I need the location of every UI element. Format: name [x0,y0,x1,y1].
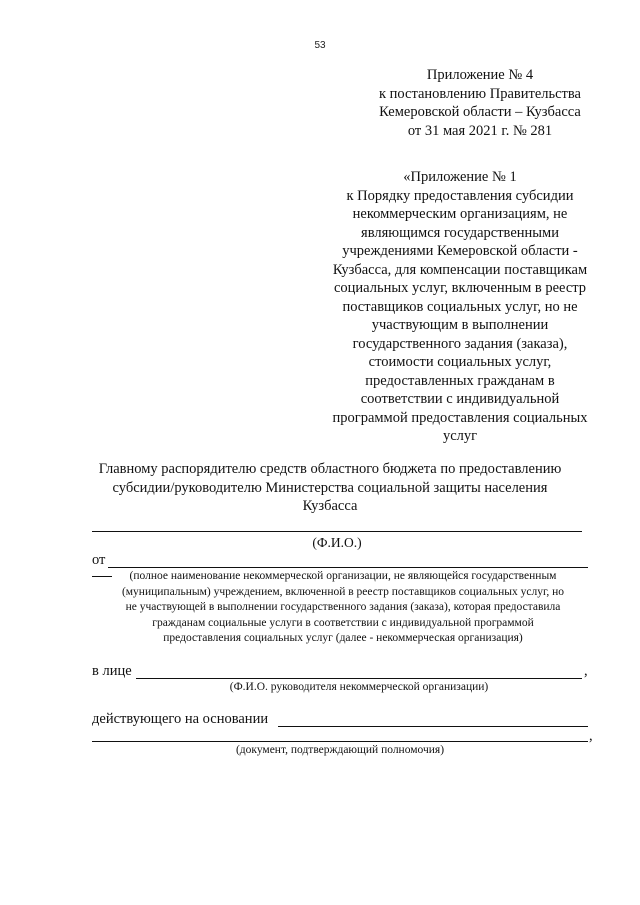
fio-input-line[interactable] [92,531,582,532]
addressee-line: Главному распорядителю средств областного бюджета по предоставлению [98,461,562,477]
organization-caption-line: предоставления социальных услуг (далее - некоммерческая организация) [163,632,523,644]
appendix-1-line: соответствии с индивидуальной [360,391,560,407]
appendix-1-header [310,168,610,446]
basis-comma: , [589,728,593,744]
addressee-line: субсидии/руководителю Министерства социальной защиты населения [112,479,548,496]
appendix-1-line: к Порядку предоставления субсидии [346,187,574,204]
organization-caption-line: гражданам социальные услуги в соответствии с индивидуальной программой [152,616,534,629]
organization-input-line[interactable] [108,567,588,568]
organization-caption [88,569,598,647]
organization-caption-line: (муниципальным) учреждением, включенной в реестр поставщиков социальных услуг, но [121,585,565,598]
page-number: 53 [314,40,326,51]
fio-caption: (Ф.И.О.) [312,535,362,550]
appendix-4-header [330,66,630,140]
appendix-1-line: участвующим в выполнении [371,317,549,333]
basis-document-input-line[interactable] [92,741,588,742]
appendix-4-line: Кемеровской области – Кузбасса [379,104,581,120]
appendix-1-line: некоммерческим организациям, не [352,206,568,222]
organization-caption-line: не участвующей в выполнении государственного задания (заказа), которая предоставила [125,601,561,613]
addressee-line: Кузбасса [302,498,358,514]
appendix-1-line: «Приложение № 1 [403,169,517,185]
organization-caption-line: (полное наименование некоммерческой организации, не являющейся государственным [129,570,557,582]
appendix-1-line: предоставленных гражданам в [365,372,555,389]
head-name-input-line[interactable] [136,678,582,679]
document-caption: (документ, подтверждающий полномочия) [235,744,445,756]
basis-label: действующего на основании [92,711,269,727]
appendix-4-line: Приложение № 4 [426,67,534,83]
appendix-1-line: социальных услуг, включенным в реестр [333,280,587,296]
appendix-4-line: от 31 мая 2021 г. № 281 [407,122,553,139]
head-name-comma: , [584,663,588,679]
appendix-1-line: поставщиков социальных услуг, но не [342,298,578,315]
appendix-1-line: стоимости социальных услуг, [368,354,552,370]
appendix-1-line: учреждениями Кемеровской области - [342,243,578,259]
appendix-1-line: государственного задания (заказа), [352,335,568,352]
appendix-1-line: являющимся государственными [361,224,559,241]
appendix-1-line: Кузбасса, для компенсации поставщикам [332,261,588,278]
appendix-1-line: услуг [442,428,478,444]
person-label: в лице [92,663,132,679]
basis-input-line[interactable] [278,726,588,727]
from-label: от [92,552,106,568]
head-name-caption: (Ф.И.О. руководителя некоммерческой организации) [229,681,489,693]
appendix-4-line: к постановлению Правительства [379,85,581,102]
addressee-block [40,460,620,516]
appendix-1-line: программой предоставления социальных [332,409,588,426]
